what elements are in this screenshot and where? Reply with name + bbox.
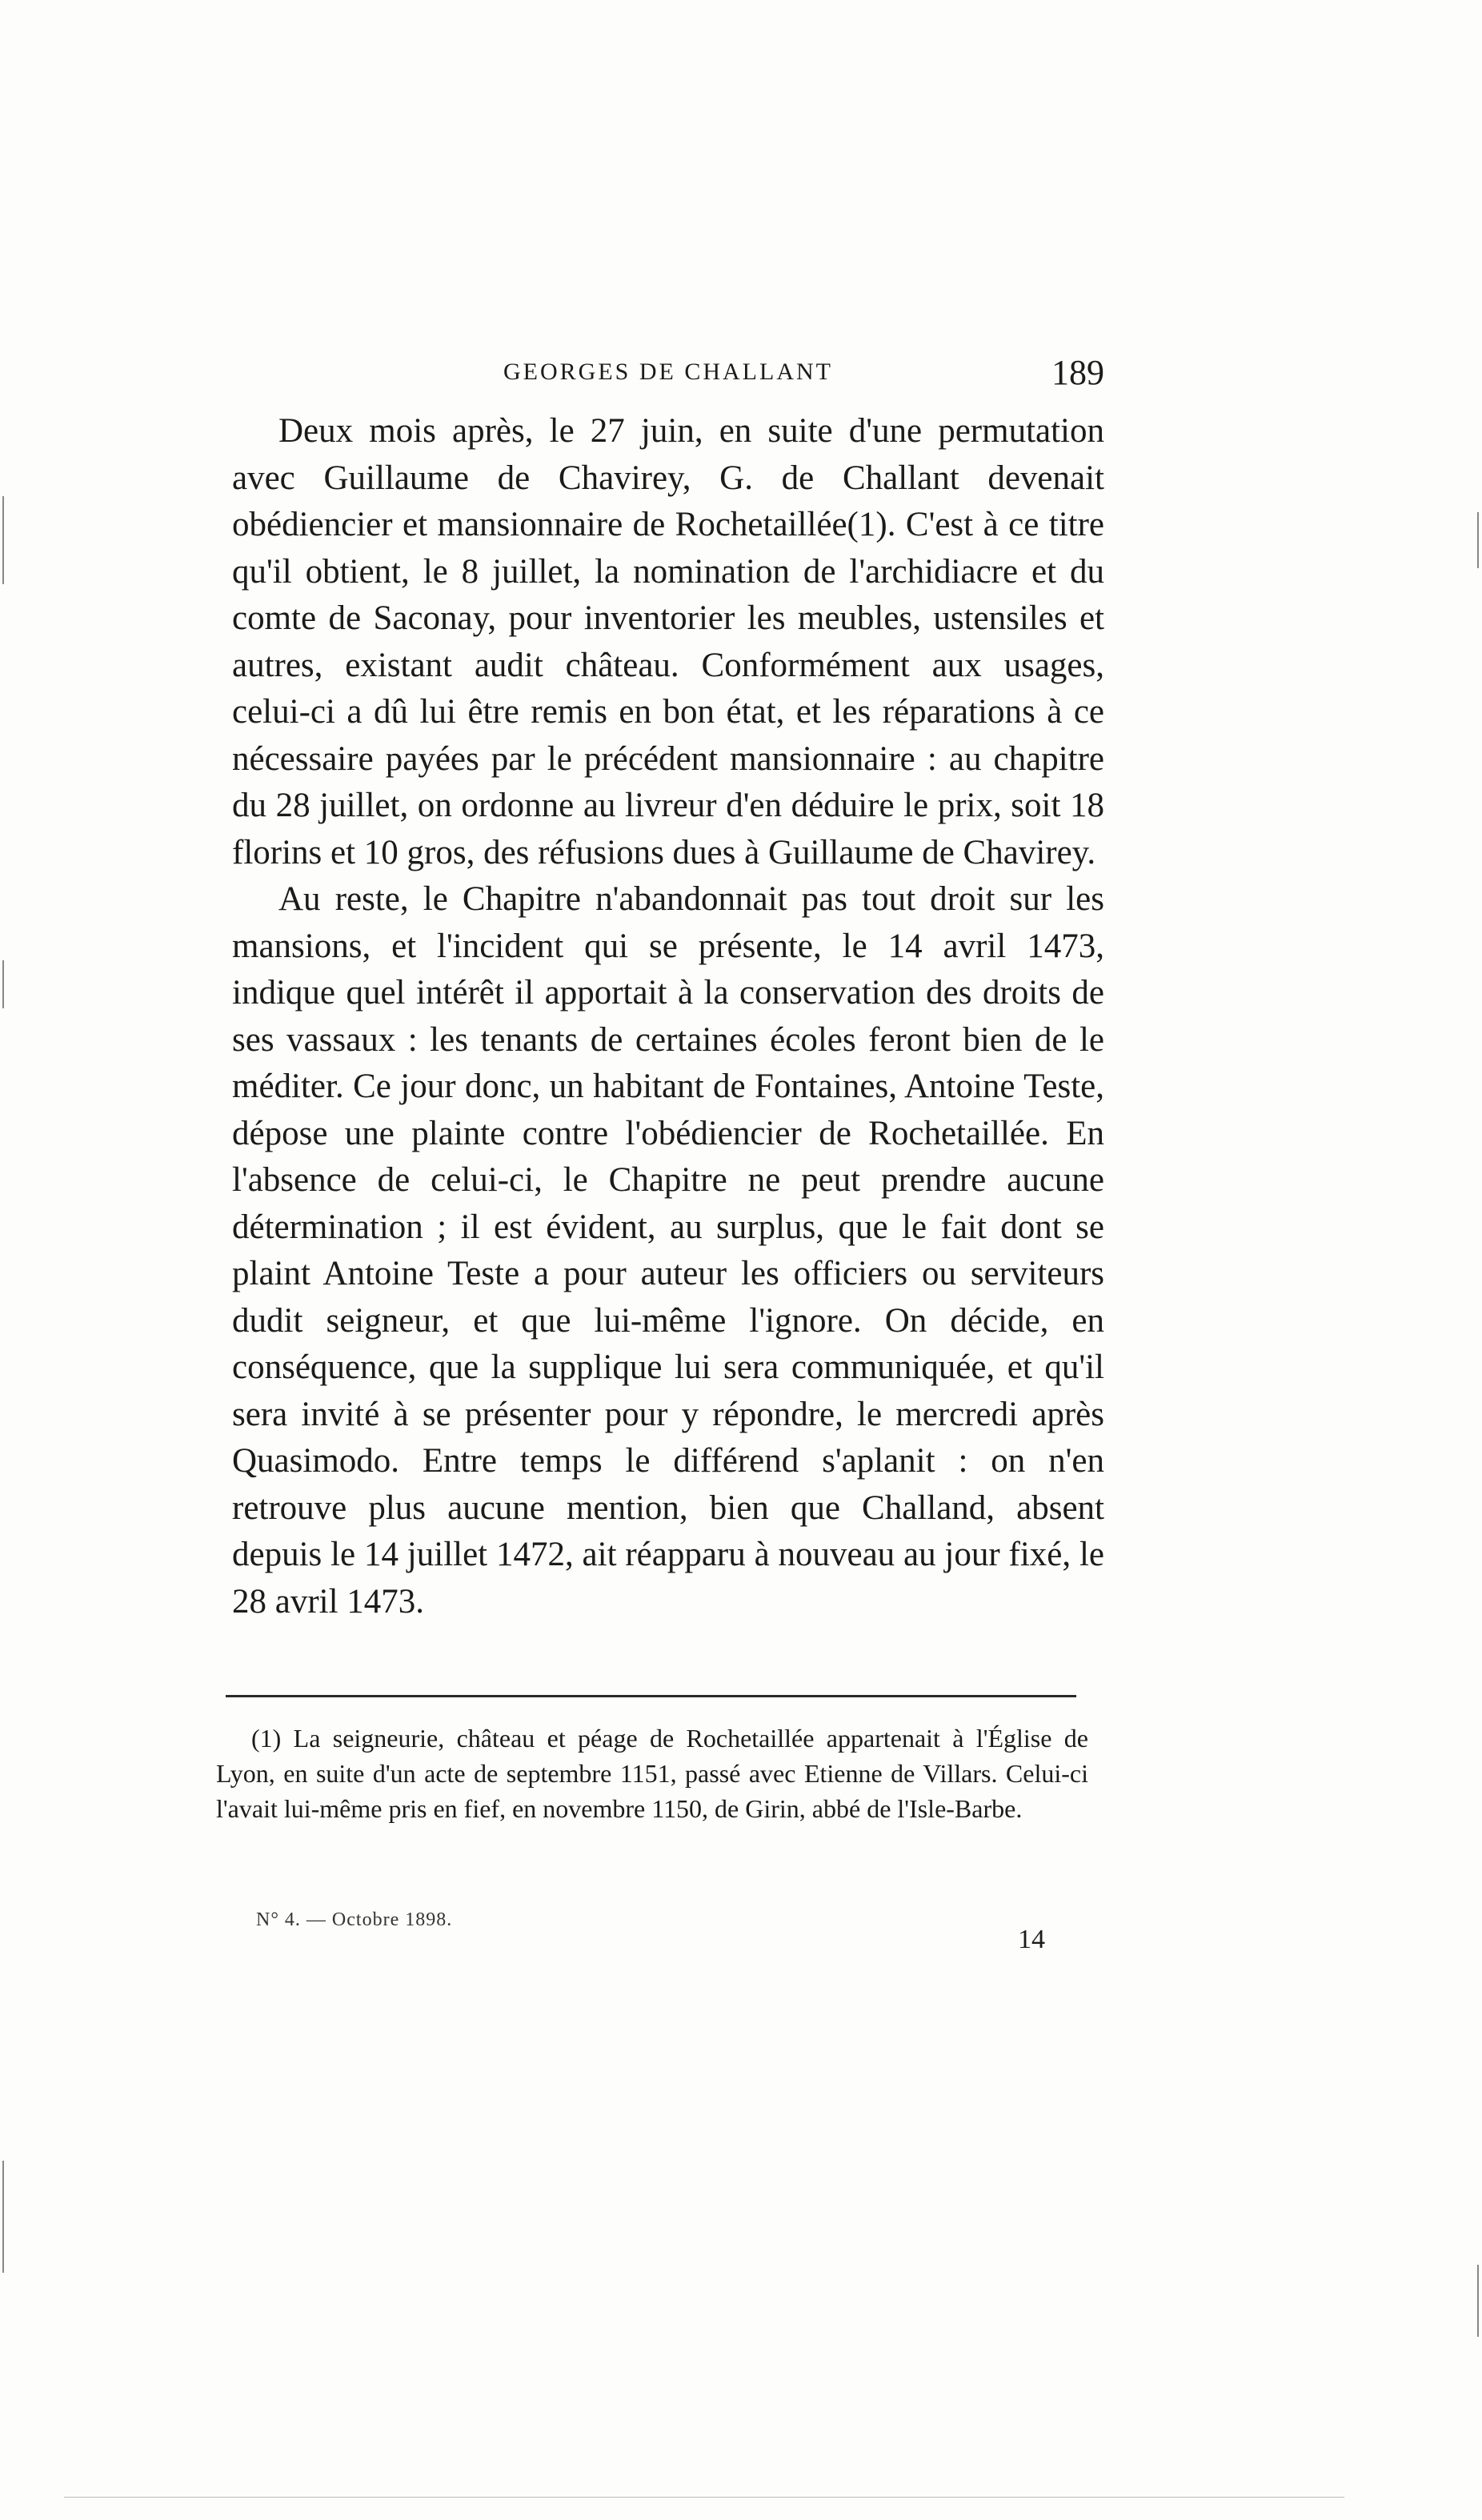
paragraph: Au reste, le Chapitre n'abandonnait pas tout droit sur les mansions, et l'incident qui se présente, le 14 avril 1473, indique quel intérêt il apportait à la conservation des droits de ses vassaux : les tenants de certaines écoles feront bien de le méditer. Ce jour donc, un habitant de Fontaines, Antoine Teste, dépose une plainte contre l'obédiencier de Rochetaillée. En l'absence de celui-ci, le Chapitre ne peut prendre aucune détermination ; il est évident, au surplus, que le fait dont se plaint Antoine Teste a pour auteur les officiers ou serviteurs dudit seigneur, et que lui-même l'ignore. On décide, en conséquence, que la supplique lui sera communiquée, et qu'il sera invité à se présenter pour y répondre, le mercredi après Quasimodo. Entre temps le différend s'aplanit : on n'en retrouve plus aucune mention, bien que Challand, absent depuis le 14 juillet 1472, ait réapparu à nouveau au jour fixé, le 28 avril 1473. [232, 880, 1104, 1621]
paragraph: Deux mois après, le 27 juin, en suite d'une permutation avec Guillaume de Chavirey, G. de Challant devenait obédiencier et mansionnaire de Rochetaillée(1). C'est à ce titre qu'il obtient, le 8 juillet, la nomination de l'archidiacre et du comte de Saconay, pour inventorier les meubles, ustensiles et autres, existant audit château. Conformément aux usages, celui-ci a dû lui être remis en bon état, et les réparations à ce nécessaire payées par le précédent mansionnaire : au chapitre du 28 juillet, on ordonne au livreur d'en déduire le prix, soit 18 florins et 10 gros, des réfusions dues à Guillaume de Chavirey. [232, 412, 1104, 871]
running-head [232, 352, 1104, 400]
scan-margin-mark [64, 2497, 1344, 2498]
scan-margin-mark [2, 496, 4, 584]
page-number: 189 [1051, 353, 1104, 392]
running-title: GEORGES DE CHALLANT [503, 359, 833, 385]
scan-margin-mark [2, 960, 4, 1008]
body-text [232, 408, 1104, 1625]
footnote-rule [226, 1695, 1076, 1697]
signature-mark: 14 [1018, 1925, 1045, 1954]
scan-margin-mark [2, 2161, 4, 2273]
scan-margin-mark [1477, 512, 1479, 568]
footnote: (1) La seigneurie, château et péage de Rochetaillée appartenait à l'Église de Lyon, en suite d'un acte de septembre 1151, passé avec Etienne de Villars. Celui-ci l'avait lui-même pris en fief, en novembre 1150, de Girin, abbé de l'Isle-Barbe. [216, 1724, 1088, 1823]
issue-line: N° 4. — Octobre 1898. [256, 1909, 453, 1930]
scan-margin-mark [1477, 2265, 1479, 2337]
